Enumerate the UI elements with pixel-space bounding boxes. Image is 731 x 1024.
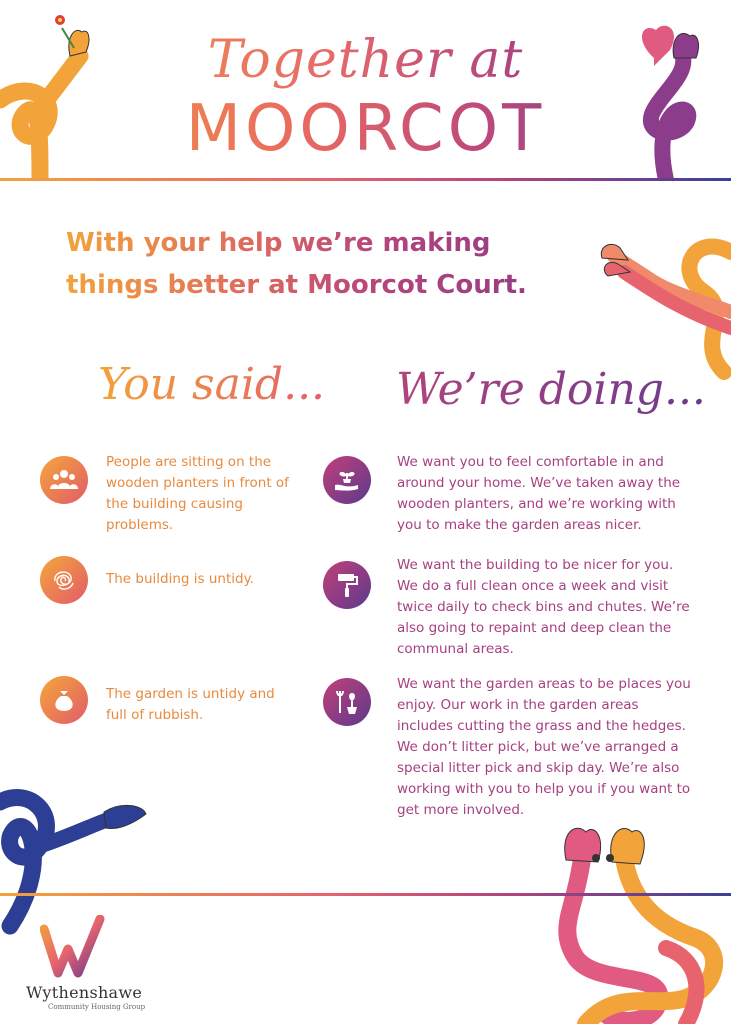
plant-in-hand-icon <box>323 456 371 504</box>
said-text-1: People are sitting on the wooden planters in front of the building causing problems. <box>106 454 289 533</box>
footer-divider <box>0 893 731 896</box>
intro-line-2: things better at Moorcot Court. <box>66 270 527 300</box>
people-group-icon <box>40 456 88 504</box>
title-together-at: Together at <box>0 30 731 90</box>
intro-heading <box>66 222 586 306</box>
rubbish-bag-icon <box>40 676 88 724</box>
scribble-mess-icon <box>40 556 88 604</box>
title-moorcot: MOORCOT <box>0 94 731 164</box>
logo-subtitle: Community Housing Group <box>48 1003 146 1011</box>
doing-text-3: We want the garden areas to be places you enjoy. Our work in the garden areas includes cutting the grass and the hedges. We don’t litter pick, but we’ve arranged a special litter pick and skip day. We’re also working with you to help you if you want to get more involved. <box>397 676 691 818</box>
garden-tools-icon <box>323 678 371 726</box>
wythenshawe-logo-mark <box>40 915 106 981</box>
paint-roller-icon <box>323 561 371 609</box>
doing-text-1: We want you to feel comfortable in and around your home. We’ve taken away the wooden planters, and we’re working with you to make the garden areas nicer. <box>397 454 681 533</box>
logo-name: Wythenshawe <box>26 983 143 1002</box>
header-divider <box>0 178 731 181</box>
intertwined-arms-illustration <box>546 818 731 1024</box>
were-doing-heading: We’re doing... <box>396 360 706 420</box>
intro-line-1: With your help we’re making <box>66 228 491 258</box>
navy-arm-illustration <box>0 786 150 936</box>
said-text-3: The garden is untidy and full of rubbish. <box>106 686 275 723</box>
doing-text-2: We want the building to be nicer for you. We do a full clean once a week and visit twice daily to check bins and chutes. We’re also going to repaint and deep clean the communal areas. <box>397 557 690 657</box>
said-text-2: The building is untidy. <box>106 571 254 587</box>
you-said-heading: You said... <box>98 355 325 415</box>
